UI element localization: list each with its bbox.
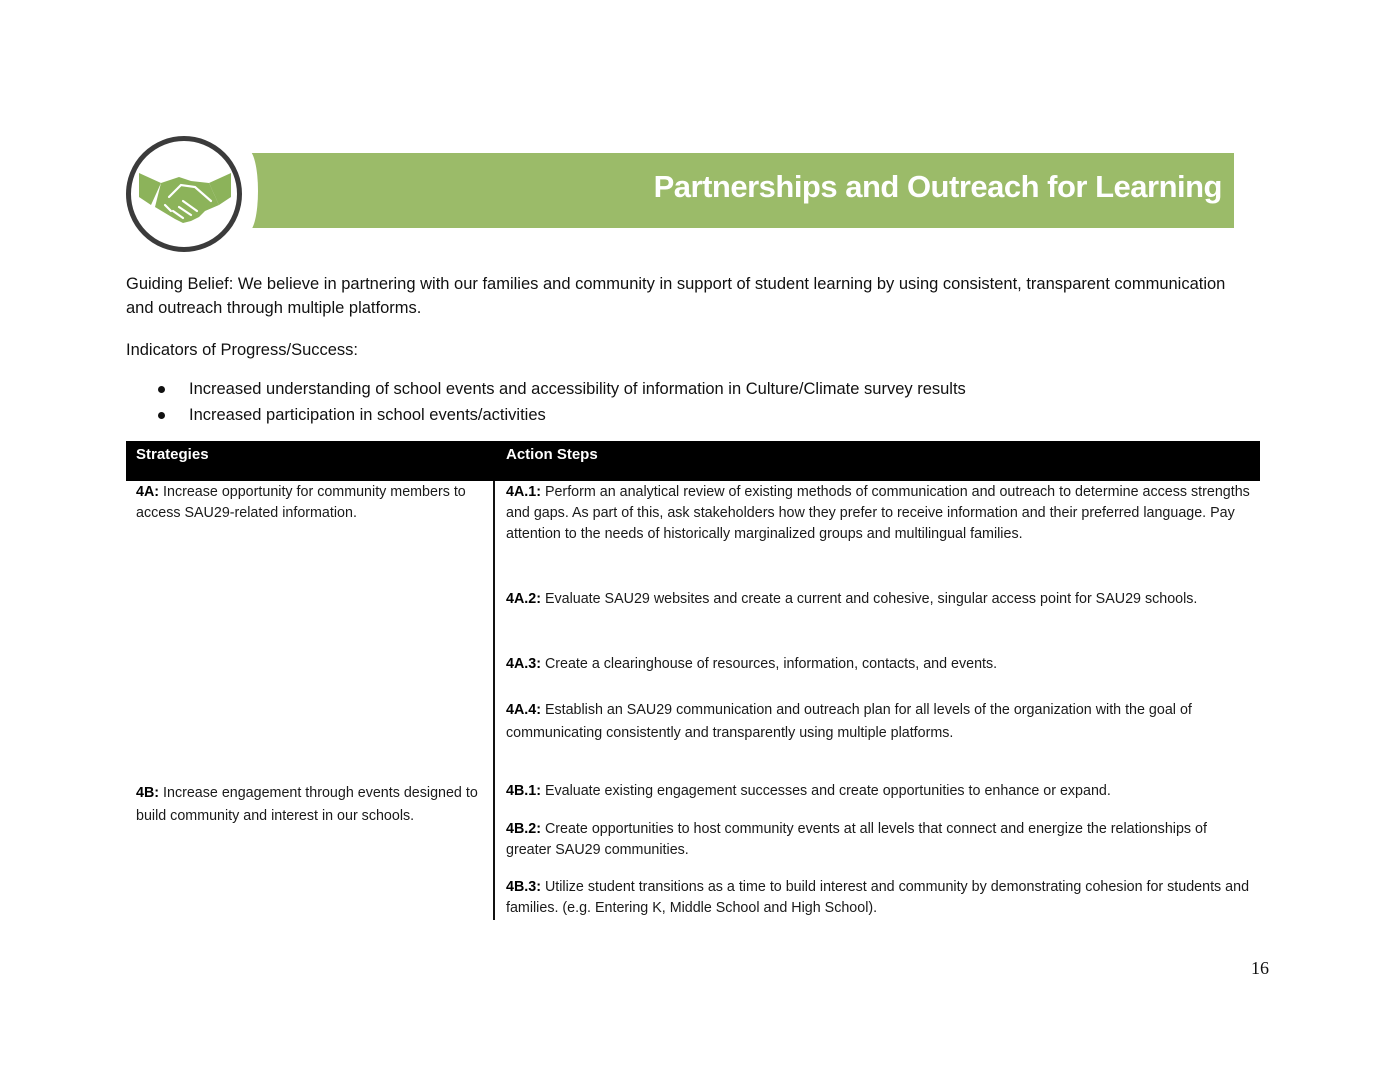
title-banner bbox=[244, 153, 1234, 228]
bullet-icon bbox=[158, 386, 165, 393]
section-logo bbox=[126, 136, 242, 252]
action-step-4a1: 4A.1: Perform an analytical review of existing methods of communication and outreach to determine access strengths and gaps. As part of this, ask stakeholders how they prefer to receive information and their preferred language. Pay attention to the needs of historically marginalized groups and multilingual families. bbox=[506, 484, 1250, 542]
handshake-icon bbox=[139, 167, 231, 227]
strategy-4a: 4A: Increase opportunity for community members to access SAU29-related information. bbox=[136, 484, 466, 521]
action-step-4b3: 4B.3: Utilize student transitions as a time to build interest and community by demonstrating cohesion for students and families. (e.g. Entering K, Middle School and High School). bbox=[506, 879, 1250, 916]
indicators-heading: Indicators of Progress/Success: bbox=[126, 341, 359, 359]
action-step-4a2: 4A.2: Evaluate SAU29 websites and create a current and cohesive, singular access point for SAU29 schools. bbox=[506, 591, 1198, 607]
action-step-4b1: 4B.1: Evaluate existing engagement successes and create opportunities to enhance or expand. bbox=[506, 783, 1111, 799]
action-step-4a3: 4A.3: Create a clearinghouse of resources, information, contacts, and events. bbox=[506, 656, 998, 672]
table-header bbox=[126, 441, 1260, 481]
column-header-action-steps: Action Steps bbox=[506, 446, 598, 463]
indicators-list bbox=[126, 377, 966, 429]
action-step-4a4: 4A.4: Establish an SAU29 communication and outreach plan for all levels of the organization with the goal of communicating consistently and transparently using multiple platforms. bbox=[506, 702, 1192, 741]
indicator-item: Increased participation in school events/activities bbox=[126, 403, 966, 429]
page-title: Partnerships and Outreach for Learning bbox=[653, 169, 1222, 204]
guiding-belief: Guiding Belief: We believe in partnering with our families and community in support of student learning by using consistent, transparent communication and outreach through multiple platforms. bbox=[126, 275, 1226, 317]
page-number: 16 bbox=[1251, 958, 1269, 978]
action-step-4b2: 4B.2: Create opportunities to host community events at all levels that connect and energize the relationships of greater SAU29 communities. bbox=[506, 821, 1207, 858]
column-divider bbox=[493, 481, 495, 920]
column-header-strategies: Strategies bbox=[136, 446, 209, 463]
strategy-4b: 4B: Increase engagement through events designed to build community and interest in our schools. bbox=[136, 785, 478, 824]
indicator-item: Increased understanding of school events and accessibility of information in Culture/Climate survey results bbox=[126, 377, 966, 403]
bullet-icon bbox=[158, 412, 165, 419]
